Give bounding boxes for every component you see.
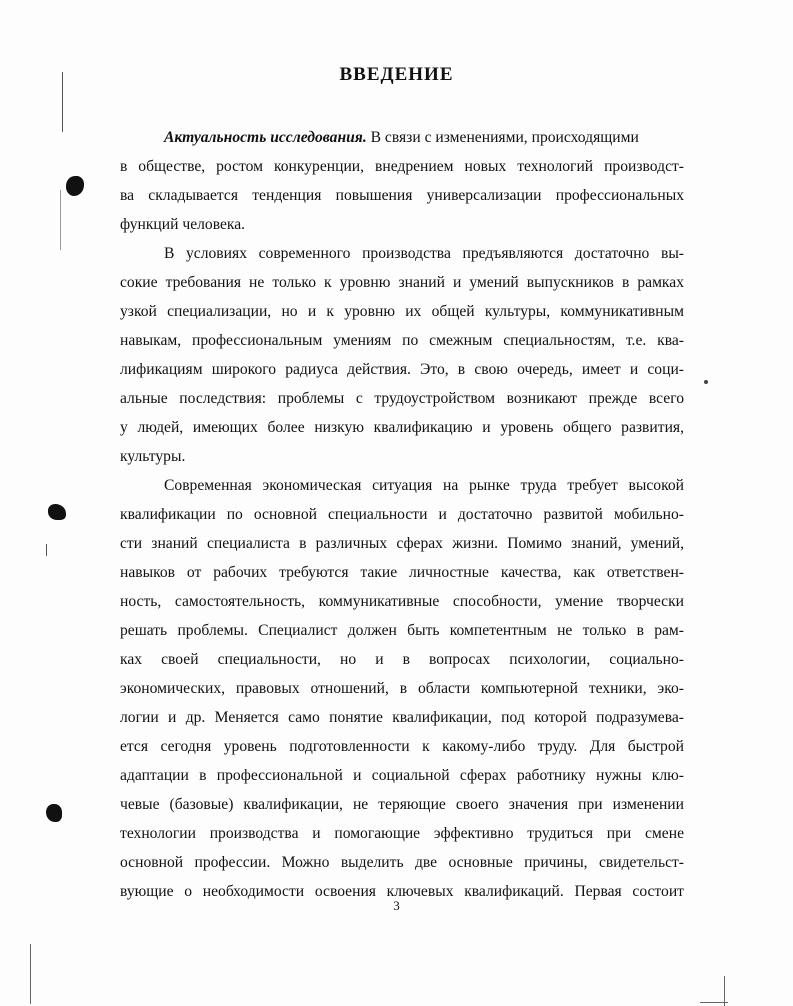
scan-mark-bottom-left xyxy=(30,944,31,1004)
text-line-2: в обществе, ростом конкуренции, внедрением новых технологий производст- xyxy=(120,158,684,175)
text-line-12: культуры. xyxy=(120,448,186,465)
text-line-14: квалификации по основной специальности и достаточно развитой мобильно- xyxy=(120,506,684,523)
scan-blot-3 xyxy=(46,804,62,822)
text-line-25: технологии производства и помогающие эффективно трудиться при смене xyxy=(120,825,684,842)
text-line-6: сокие требования не только к уровню знаний и умений выпускников в рамках xyxy=(120,274,684,291)
text-line-27: вующие о необходимости освоения ключевых квалификаций. Первая состоит xyxy=(120,883,684,900)
text-line-1 xyxy=(164,128,684,148)
text-line-3: ва складывается тенденция повышения универсализации профессиональных xyxy=(120,187,684,204)
scan-mark-bottom-line xyxy=(700,1002,728,1003)
text-line-4: функций человека. xyxy=(120,216,246,233)
scan-dot-right xyxy=(704,380,708,384)
text-line-20: экономических, правовых отношений, в области компьютерной техники, эко- xyxy=(120,680,684,697)
text-line-22: ется сегодня уровень подготовленности к какому-либо труду. Для быстрой xyxy=(120,738,684,755)
text-line-13: Современная экономическая ситуация на рынке труда требует высокой xyxy=(164,477,684,494)
text-line-17: ность, самостоятельность, коммуникативные способности, умение творчески xyxy=(120,593,684,610)
text-line-21: логии и др. Меняется само понятие квалификации, под которой подразумева- xyxy=(120,709,684,726)
page-number: 3 xyxy=(393,898,400,913)
text-line-8: навыкам, профессиональным умениям по смежным специальностям, т.е. ква- xyxy=(120,332,684,349)
page-title: ВВЕДЕНИЕ xyxy=(339,64,454,85)
lead-phrase: Актуальность исследования. xyxy=(164,129,367,146)
text-line-11: у людей, имеющих более низкую квалификацию и уровень общего развития, xyxy=(120,419,684,436)
text-line-16: навыков от рабочих требуются такие личностные качества, как ответствен- xyxy=(120,564,684,581)
text-line-19: ках своей специальности, но и в вопросах психологии, социально- xyxy=(120,651,684,668)
text-line-18: решать проблемы. Специалист должен быть компетентным не только в рам- xyxy=(120,622,684,639)
scan-blot-1 xyxy=(66,176,84,196)
text-line-26: основной профессии. Можно выделить две основные причины, свидетельст- xyxy=(120,854,684,871)
text-line-24: чевые (базовые) квалификации, не теряющие своего значения при изменении xyxy=(120,796,684,813)
text-line-23: адаптации в профессиональной и социальной сферах работнику нужны клю- xyxy=(120,767,684,784)
scan-mark-left-2 xyxy=(60,190,61,250)
scan-mark-left-3 xyxy=(46,544,47,556)
text-line-5: В условиях современного производства предъявляются достаточно вы- xyxy=(164,245,684,262)
scan-blot-2 xyxy=(48,504,66,520)
text-line-9: лификациям широкого радиуса действия. Это, в свою очередь, имеет и соци- xyxy=(120,361,684,378)
text-line-7: узкой специализации, но и к уровню их общей культуры, коммуникативным xyxy=(120,303,684,320)
text-line-10: альные последствия: проблемы с трудоустройством возникают прежде всего xyxy=(120,390,684,407)
text-line-15: сти знаний специалиста в различных сферах жизни. Помимо знаний, умений, xyxy=(120,535,684,552)
text-line-1-rest: В связи с изменениями, происходящими xyxy=(366,129,639,146)
